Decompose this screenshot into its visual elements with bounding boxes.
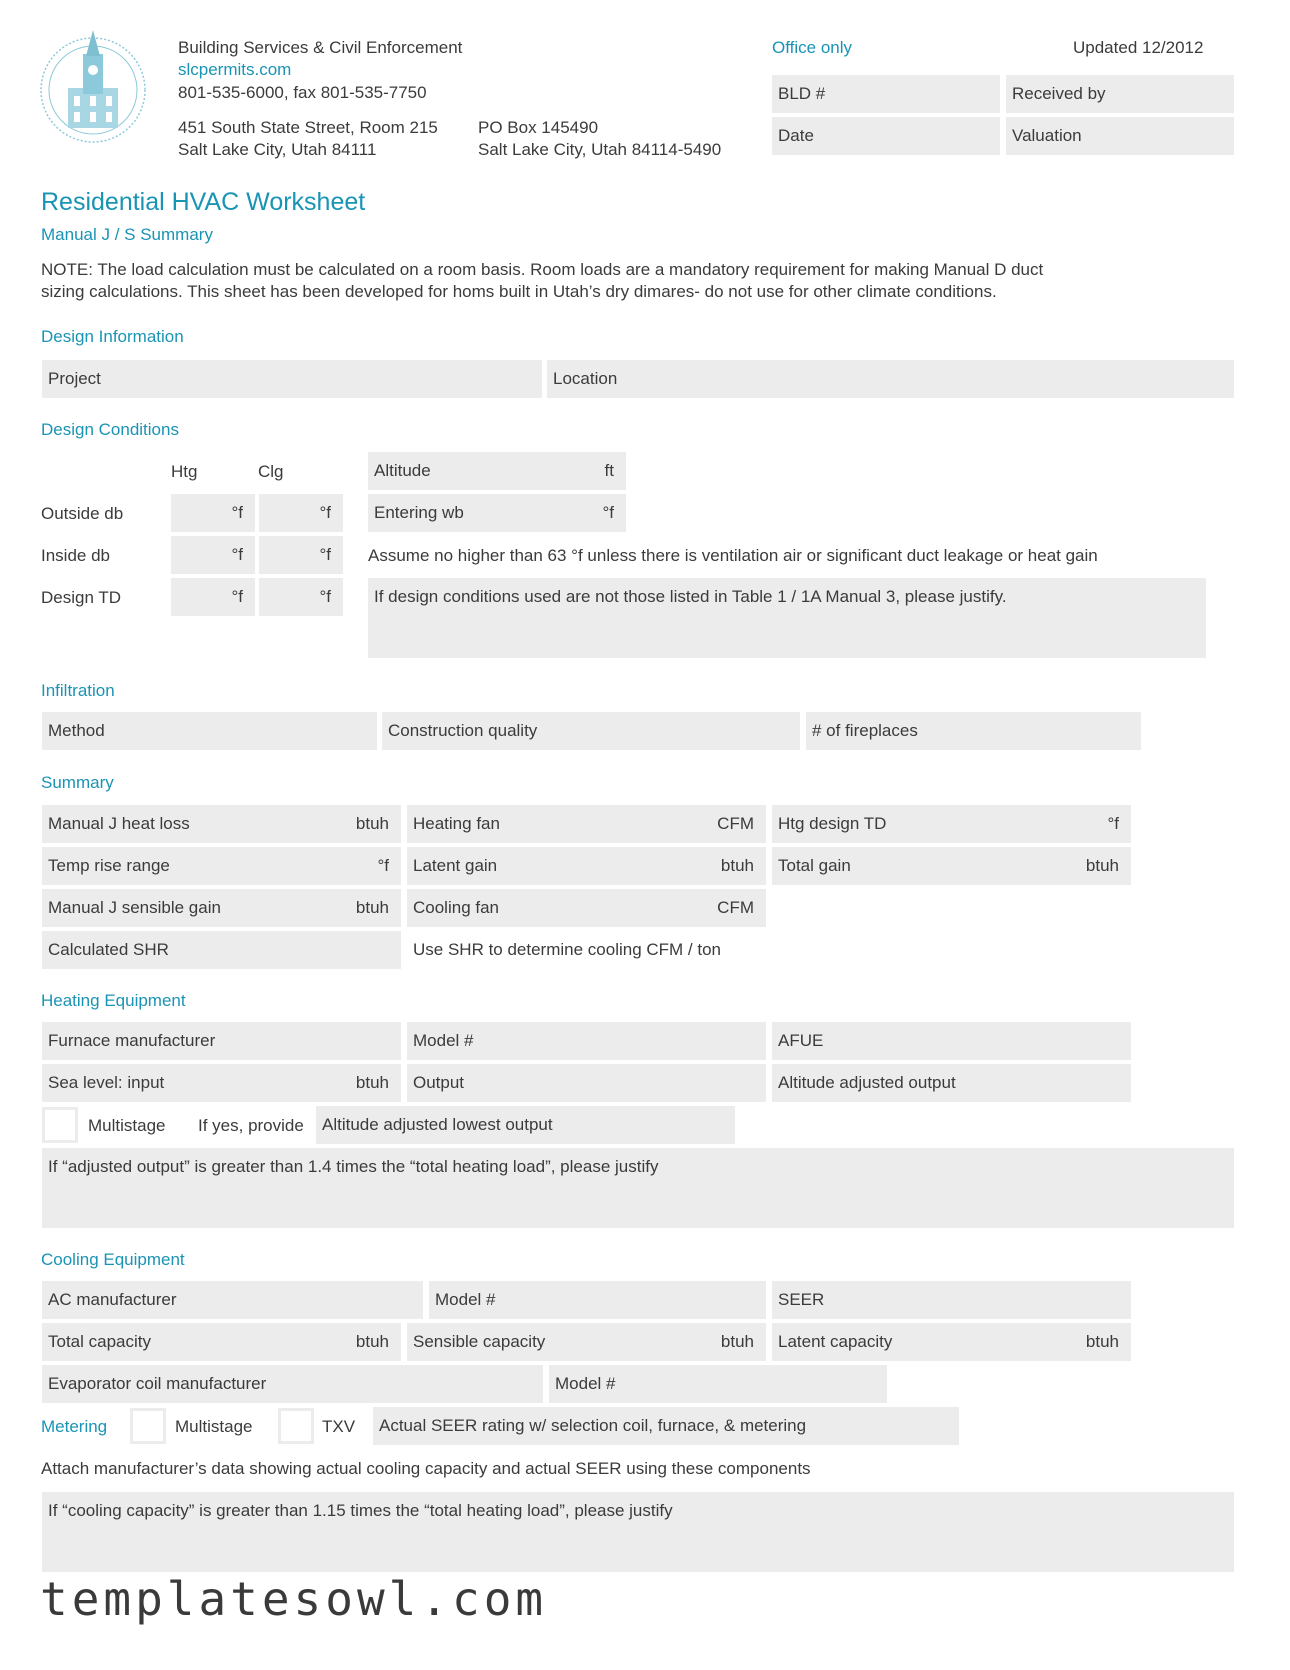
attach-note: Attach manufacturer’s data showing actual cooling capacity and actual SEER using these components <box>41 1459 811 1478</box>
metering-label: Metering <box>41 1417 108 1436</box>
summary-heading: Summary <box>41 773 114 792</box>
sensible-capacity-field[interactable]: Sensible capacity btuh <box>407 1323 766 1361</box>
phone-fax: 801-535-6000, fax 801-535-7750 <box>178 83 427 102</box>
location-field[interactable]: Location <box>547 360 1234 398</box>
inside-db-label: Inside db <box>41 546 110 565</box>
assume-note: Assume no higher than 63 °f unless there is ventilation air or significant duct leakage or heat gain <box>368 546 1098 565</box>
design-information-heading: Design Information <box>41 327 184 346</box>
lowest-output-field[interactable]: Altitude adjusted lowest output <box>316 1106 735 1144</box>
htg-design-td-field[interactable]: Htg design TD °f <box>772 805 1131 843</box>
po-box-city: Salt Lake City, Utah 84114-5490 <box>478 140 722 159</box>
total-gain-field[interactable]: Total gain btuh <box>772 847 1131 885</box>
outside-db-label: Outside db <box>41 504 124 523</box>
valuation-field[interactable]: Valuation <box>1006 117 1234 155</box>
design-td-htg-field[interactable]: °f <box>171 578 255 616</box>
metering-multistage-checkbox[interactable] <box>130 1408 166 1444</box>
temp-rise-range-field[interactable]: Temp rise range °f <box>42 847 401 885</box>
office-only-label: Office only <box>772 38 853 57</box>
bld-number-field[interactable]: BLD # <box>772 75 1000 113</box>
design-justify-field[interactable]: If design conditions used are not those listed in Table 1 / 1A Manual 3, please justify. <box>368 578 1206 658</box>
inside-db-clg-field[interactable]: °f <box>259 536 343 574</box>
heating-justify-field[interactable]: If “adjusted output” is greater than 1.4 times the “total heating load”, please justify <box>42 1148 1234 1228</box>
seer-field[interactable]: SEER <box>772 1281 1131 1319</box>
manual-j-sensible-gain-field[interactable]: Manual J sensible gain btuh <box>42 889 401 927</box>
entering-wb-field[interactable]: Entering wb °f <box>368 494 626 532</box>
cooling-justify-field[interactable]: If “cooling capacity” is greater than 1.15 times the “total heating load”, please justify <box>42 1492 1234 1572</box>
note-line-1: NOTE: The load calculation must be calculated on a room basis. Room loads are a mandatory requirement for making Manual D duct <box>41 260 1044 279</box>
heating-fan-field[interactable]: Heating fan CFM <box>407 805 766 843</box>
furnace-model-field[interactable]: Model # <box>407 1022 766 1060</box>
metering-multistage-label: Multistage <box>175 1417 253 1436</box>
sea-level-input-field[interactable]: Sea level: input btuh <box>42 1064 401 1102</box>
street-address: 451 South State Street, Room 215 <box>178 118 438 137</box>
fireplaces-field[interactable]: # of fireplaces <box>806 712 1141 750</box>
txv-checkbox[interactable] <box>278 1408 314 1444</box>
clg-column-label: Clg <box>258 462 284 481</box>
heating-equipment-heading: Heating Equipment <box>41 991 186 1010</box>
updated-date: Updated 12/2012 <box>1073 38 1204 57</box>
latent-gain-field[interactable]: Latent gain btuh <box>407 847 766 885</box>
city-address: Salt Lake City, Utah 84111 <box>178 140 377 159</box>
htg-column-label: Htg <box>171 462 198 481</box>
infiltration-heading: Infiltration <box>41 681 115 700</box>
manual-j-heat-loss-field[interactable]: Manual J heat loss btuh <box>42 805 401 843</box>
output-field[interactable]: Output <box>407 1064 766 1102</box>
altitude-field[interactable]: Altitude ft <box>368 452 626 490</box>
construction-quality-field[interactable]: Construction quality <box>382 712 800 750</box>
design-td-clg-field[interactable]: °f <box>259 578 343 616</box>
po-box: PO Box 145490 <box>478 118 599 137</box>
heating-multistage-label: Multistage <box>88 1116 166 1135</box>
actual-seer-field[interactable]: Actual SEER rating w/ selection coil, furnace, & metering <box>373 1407 959 1445</box>
shr-note: Use SHR to determine cooling CFM / ton <box>413 940 722 959</box>
cooling-fan-field[interactable]: Cooling fan CFM <box>407 889 766 927</box>
page-title: Residential HVAC Worksheet <box>41 188 366 216</box>
evaporator-manufacturer-field[interactable]: Evaporator coil manufacturer <box>42 1365 543 1403</box>
design-conditions-heading: Design Conditions <box>41 420 179 439</box>
city-seal-logo <box>38 26 148 148</box>
furnace-manufacturer-field[interactable]: Furnace manufacturer <box>42 1022 401 1060</box>
heating-multistage-checkbox[interactable] <box>42 1107 78 1143</box>
department-name: Building Services & Civil Enforcement <box>178 38 463 57</box>
project-field[interactable]: Project <box>42 360 542 398</box>
outside-db-clg-field[interactable]: °f <box>259 494 343 532</box>
inside-db-htg-field[interactable]: °f <box>171 536 255 574</box>
evaporator-model-field[interactable]: Model # <box>549 1365 887 1403</box>
total-capacity-field[interactable]: Total capacity btuh <box>42 1323 401 1361</box>
cooling-equipment-heading: Cooling Equipment <box>41 1250 185 1269</box>
latent-capacity-field[interactable]: Latent capacity btuh <box>772 1323 1131 1361</box>
calculated-shr-field[interactable]: Calculated SHR <box>42 931 401 969</box>
method-field[interactable]: Method <box>42 712 377 750</box>
watermark-text: templatesowl.com <box>40 1572 548 1626</box>
design-td-label: Design TD <box>41 588 121 607</box>
txv-label: TXV <box>322 1417 356 1436</box>
website-link[interactable]: slcpermits.com <box>178 60 292 79</box>
page-subtitle: Manual J / S Summary <box>41 225 213 244</box>
afue-field[interactable]: AFUE <box>772 1022 1131 1060</box>
ac-manufacturer-field[interactable]: AC manufacturer <box>42 1281 423 1319</box>
outside-db-htg-field[interactable]: °f <box>171 494 255 532</box>
date-field[interactable]: Date <box>772 117 1000 155</box>
received-by-field[interactable]: Received by <box>1006 75 1234 113</box>
if-yes-provide-label: If yes, provide <box>198 1116 304 1135</box>
altitude-adjusted-output-field[interactable]: Altitude adjusted output <box>772 1064 1131 1102</box>
note-line-2: sizing calculations. This sheet has been developed for homs built in Utah’s dry dimares- do not use for other climate conditions. <box>41 282 997 301</box>
ac-model-field[interactable]: Model # <box>429 1281 766 1319</box>
